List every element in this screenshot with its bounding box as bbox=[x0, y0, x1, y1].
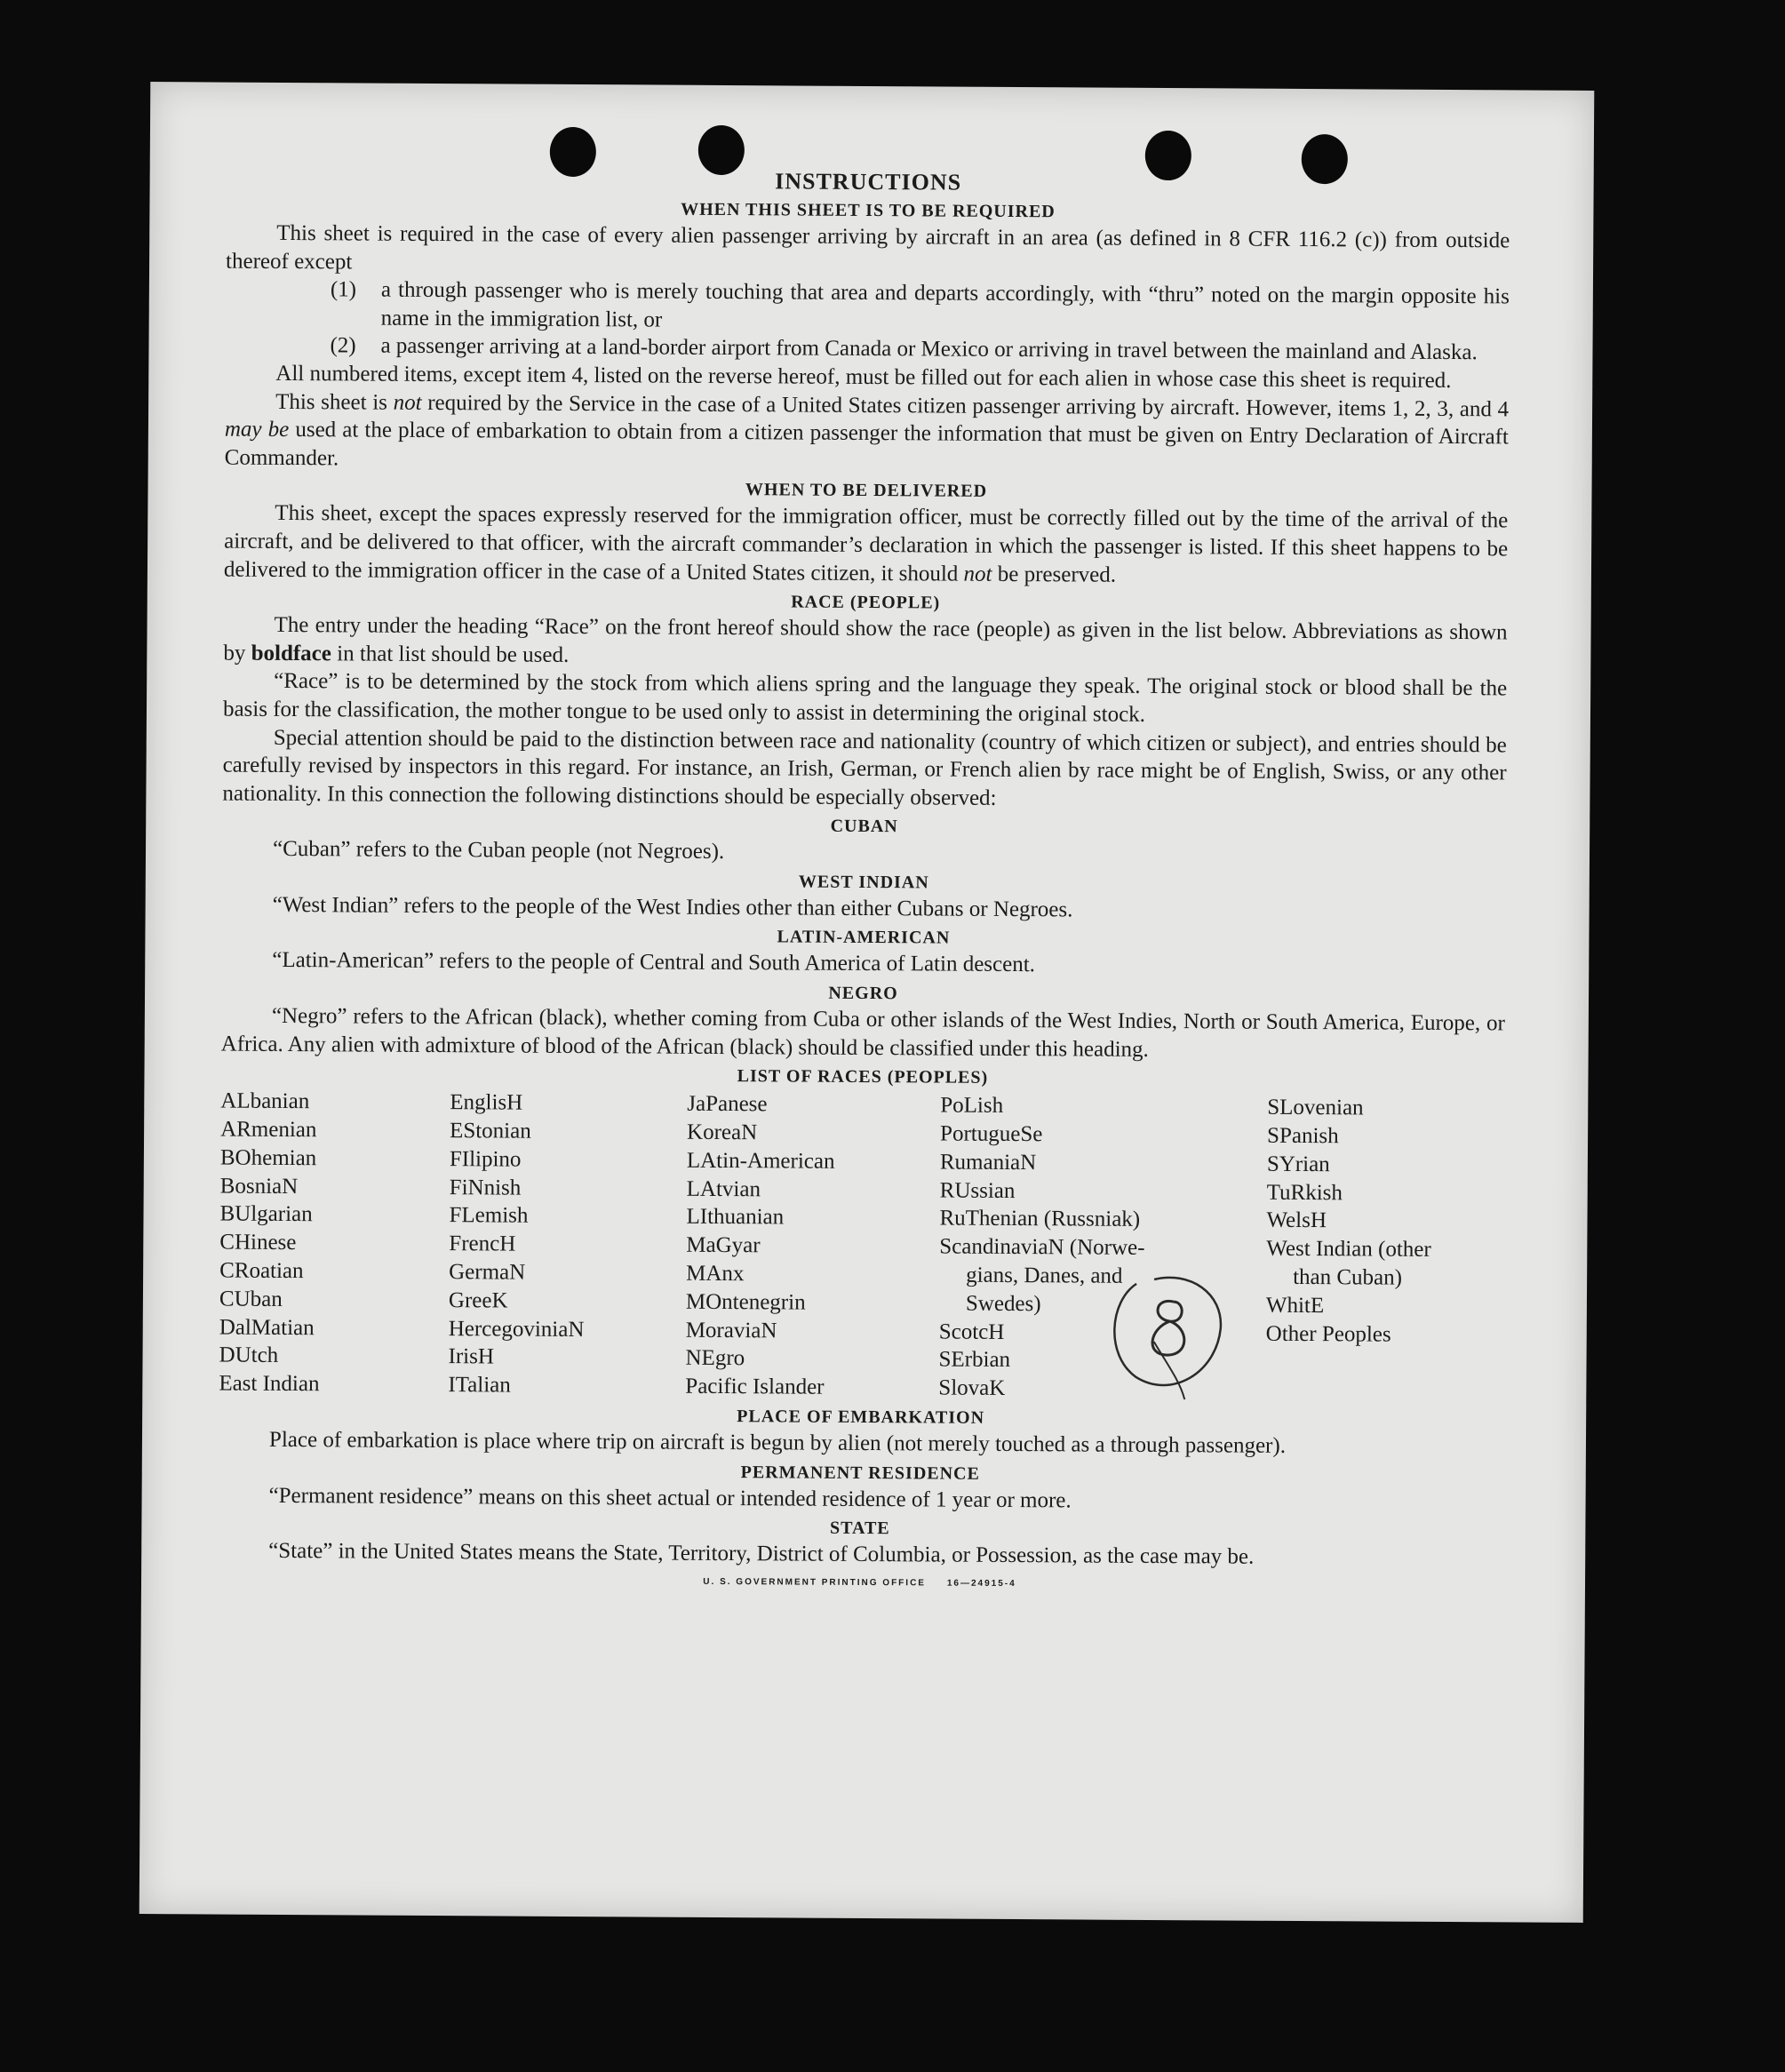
race-column: EnglisH EStonian FIlipino FiNnish FLemish FrencH GermaN GreeK HercegoviniaN IrisH ITalian bbox=[448, 1090, 585, 1398]
document-page bbox=[139, 82, 1595, 1923]
section-heading: WHEN TO BE DELIVERED bbox=[745, 480, 988, 502]
section-heading: WHEN THIS SHEET IS TO BE REQUIRED bbox=[681, 199, 1056, 222]
paragraph: “Negro” refers to the African (black), whether coming from Cuba or other islands of the West Indies, North or South America, Europe, or Africa. Any alien with admixture of blood of the African (black) should be classified under this heading. bbox=[220, 1003, 1505, 1062]
section-heading: STATE bbox=[830, 1518, 890, 1539]
list-item: (2) a passenger arriving at a land-border airport from Canada or Mexico or arriving in travel between the mainland and Alaska. bbox=[330, 333, 1478, 365]
paragraph: “West Indian” refers to the people of the West Indies other than either Cubans or Negroes. bbox=[272, 892, 1073, 922]
paragraph: This sheet, except the spaces expressly reserved for the immigration officer, must be correctly filled out by the time of the arrival of the aircraft, and be delivered to that officer, with the aircraft commander’s declaration in which the passenger is listed. If this sheet happens to be delivered to the immigration officer in the case of a United States citizen, it should not be preserved. bbox=[223, 501, 1509, 587]
paragraph: Special attention should be paid to the distinction between race and nationality (country of which citizen or subject), and entries should be carefully revised by inspectors in this regard. For instance, an Irish, German, or French alien by race might be of English, Swiss, or any other nationality. In this connection the following distinctions should be especially observed: bbox=[222, 725, 1507, 810]
section-heading: CUBAN bbox=[830, 817, 898, 837]
section-heading: WEST INDIAN bbox=[798, 872, 929, 893]
paragraph: All numbered items, except item 4, listed on the reverse hereof, must be filled out for each alien in whose case this sheet is required. bbox=[275, 361, 1452, 393]
section-heading: NEGRO bbox=[828, 983, 898, 1004]
paragraph: “State” in the United States means the State, Territory, District of Columbia, or Possession, as the case may be. bbox=[268, 1539, 1255, 1569]
race-column: ALbanian ARmenian BOhemian BosniaN BUlgarian CHinese CRoatian CUban DalMatian DUtch East Indian bbox=[219, 1088, 320, 1397]
paragraph: The entry under the heading “Race” on the front hereof should show the race (people) as given in the list below. Abbreviations as shown by boldface in that list should be used. bbox=[223, 613, 1508, 667]
race-column: SLovenian SPanish SYrian TuRkish WelsH West Indian (other than Cuban) WhitE Other Peoples bbox=[1265, 1096, 1431, 1347]
section-heading: PERMANENT RESIDENCE bbox=[740, 1462, 980, 1484]
race-column: JaPanese KoreaN LAtin-American LAtvian LIthuanian MaGyar MAnx MOntenegrin MoraviaN NEgro Pacific Islander bbox=[685, 1092, 835, 1399]
paragraph: “Race” is to be determined by the stock from which aliens spring and the language they speak. The original stock or blood shall be the basis for the classification, the mother tongue to be used only to assist in determining the original stock. bbox=[222, 669, 1508, 727]
paragraph: “Permanent residence” means on this sheet actual or intended residence of 1 year or more. bbox=[268, 1483, 1072, 1513]
page-title: INSTRUCTIONS bbox=[775, 168, 962, 195]
race-list bbox=[219, 1088, 1504, 1407]
section-heading: LATIN-AMERICAN bbox=[777, 927, 951, 949]
paragraph: This sheet is not required by the Service in the case of a United States citizen passenger arriving by aircraft. However, items 1, 2, 3, and 4 may be used at the place of embarkation to obtain from a citizen passenger the information that must be given on Entry Declaration of Aircraft Commander. bbox=[224, 389, 1510, 471]
list-item: (1) a through passenger who is merely touching that area and departs accordingly, with “thru” noted on the margin opposite his name in the immigration list, or bbox=[330, 277, 1510, 332]
section-heading: RACE (PEOPLE) bbox=[791, 592, 941, 613]
section-heading: LIST OF RACES (PEOPLES) bbox=[737, 1066, 989, 1088]
section-heading: PLACE OF EMBARKATION bbox=[737, 1407, 985, 1428]
race-column: PoLish PortugueSe RumaniaN RUssian RuThenian (Russniak) ScandinaviaN (Norwe- gians, Danes, and Swedes) ScotcH SErbian SlovaK bbox=[938, 1093, 1145, 1401]
paragraph: This sheet is required in the case of every alien passenger arriving by aircraft in an area (as defined in 8 CFR 116.2 (c)) from outside thereof except bbox=[226, 220, 1510, 275]
paragraph: Place of embarkation is place where trip on aircraft is begun by alien (not merely touched as a through passenger). bbox=[268, 1427, 1287, 1458]
paragraph: “Cuban” refers to the Cuban people (not Negroes). bbox=[272, 837, 725, 865]
instructions-content bbox=[218, 165, 1510, 1592]
paragraph: “Latin-American” refers to the people of Central and South America of Latin descent. bbox=[272, 948, 1036, 977]
printer-imprint: U. S. GOVERNMENT PRINTING OFFICE 16—24915-4 bbox=[703, 1576, 1016, 1589]
